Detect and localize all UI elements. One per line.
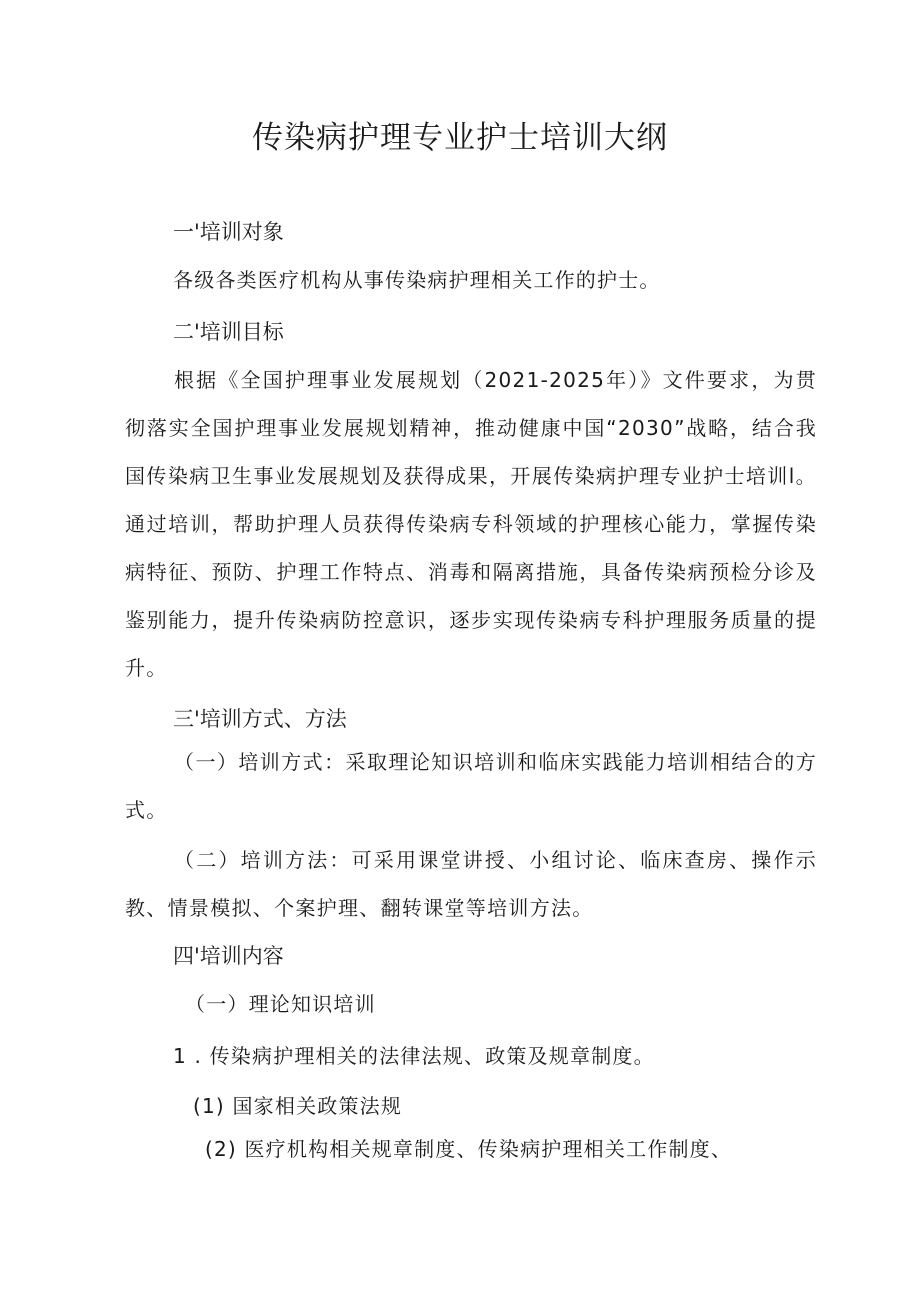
content-subpoint-rules: (2) 医疗机构相关规章制度、传染病护理相关工作制度、 bbox=[205, 1137, 733, 1161]
section-heading-methods: 三'培训方式、方法 bbox=[173, 707, 347, 731]
methods-item-approach: （二）培训方法：可采用课堂讲授、小组讨论、临床查房、操作示教、情景模拟、个案护理、翻转课堂等培训方法。 bbox=[125, 848, 817, 920]
content-point-laws: 1 . 传染病护理相关的法律法规、政策及规章制度。 bbox=[173, 1044, 655, 1068]
goals-paragraph: 根据《全国护理事业发展规划（2021-2025年）》文件要求，为贯彻落实全国护理事业发展规划精神，推动健康中国“2030”战略，结合我国传染病卫生事业发展规划及获得成果，开展传染病护理专业护士培训l。通过培训，帮助护理人员获得传染病专科领域的护理核心能力，掌握传染病特征、预防、护理工作特点、消毒和隔离措施，具备传染病预检分诊及鉴别能力，提升传染病防控意识，逐步实现传染病专科护理服务质量的提升。 bbox=[125, 368, 817, 680]
target-text: 各级各类医疗机构从事传染病护理相关工作的护士。 bbox=[173, 268, 661, 292]
content-subheading-theory: （一）理论知识培训 bbox=[185, 992, 376, 1016]
methods-item-format: （一）培训方式：采取理论知识培训和临床实践能力培训相结合的方式。 bbox=[125, 750, 817, 822]
section-heading-target: 一'培训对象 bbox=[173, 220, 284, 244]
section-heading-content: 四'培训内容 bbox=[173, 944, 284, 968]
section-heading-goals: 二'培训目标 bbox=[173, 320, 284, 344]
page-title: 传染病护理专业护士培训大纲 bbox=[252, 120, 668, 156]
content-subpoint-policies: (1) 国家相关政策法规 bbox=[193, 1094, 403, 1118]
